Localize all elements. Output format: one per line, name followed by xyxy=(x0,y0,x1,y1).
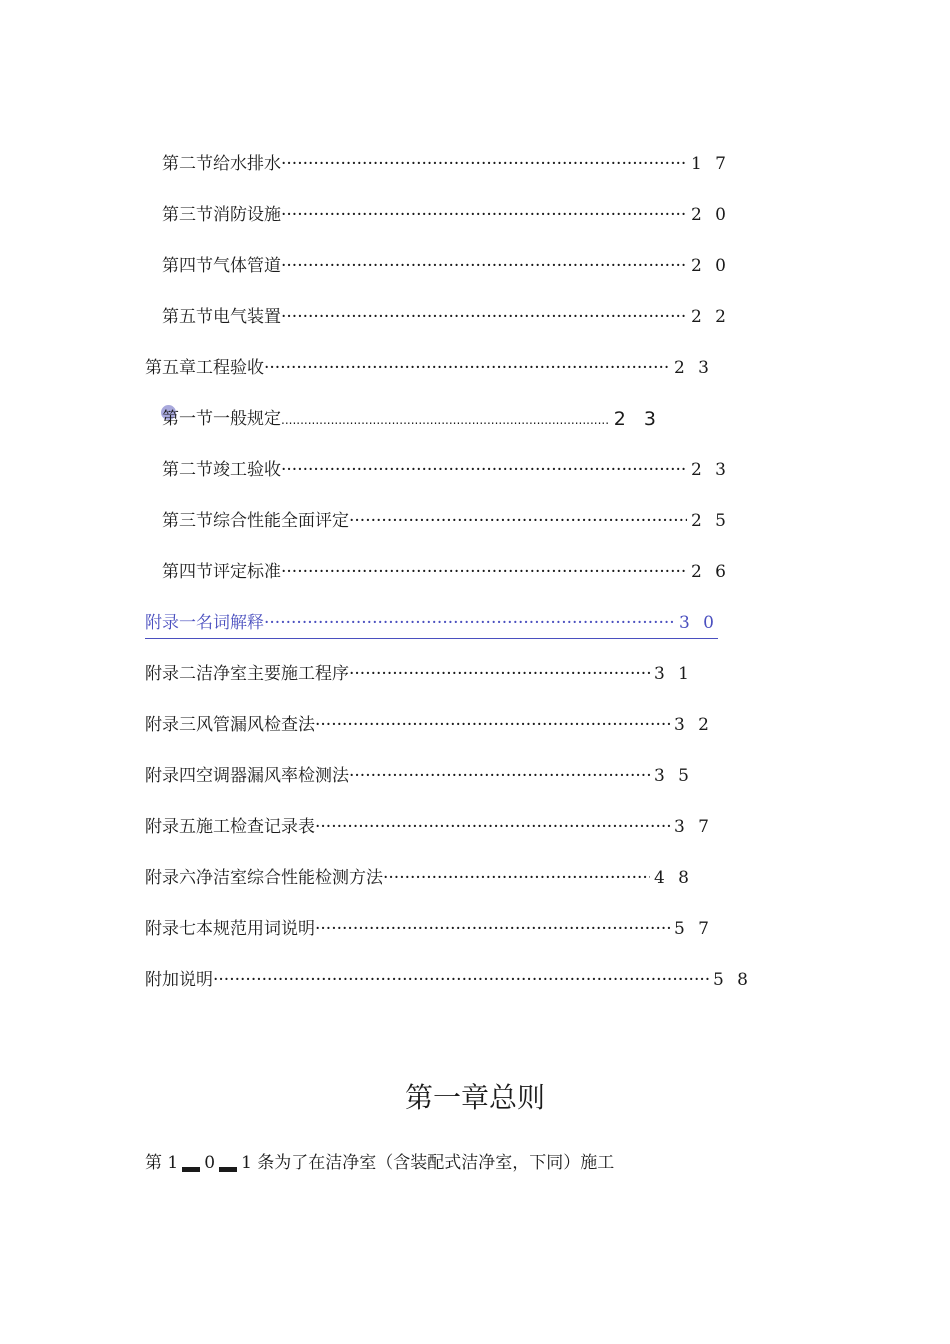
toc-entry xyxy=(162,404,662,434)
toc-entry-title: 第四节评定标准 xyxy=(162,562,281,582)
toc-entry xyxy=(162,302,730,332)
chapter-title: 第一章总则 xyxy=(404,1081,545,1114)
toc-page-number: 1 7 xyxy=(690,154,730,174)
toc-entry xyxy=(162,149,730,179)
toc-entry-title: 附加说明 xyxy=(145,970,213,990)
toc-page-number: 2 0 xyxy=(690,256,730,276)
toc-entry xyxy=(145,965,752,995)
toc-entry xyxy=(145,914,713,944)
toc-page-number: 2 6 xyxy=(690,562,730,582)
toc-entry xyxy=(162,455,730,485)
article-paragraph xyxy=(145,1148,614,1178)
toc-leader-dots xyxy=(213,965,709,995)
toc-page-number: 3 0 xyxy=(678,613,718,633)
toc-leader-dots xyxy=(264,353,670,383)
toc-leader-dots xyxy=(349,506,687,536)
article-text: 1 条为了在洁净室（含装配式洁净室，下同）施工 xyxy=(241,1153,615,1173)
separator-mark xyxy=(182,1159,200,1172)
separator-mark xyxy=(219,1159,237,1172)
toc-page-number: 2 3 xyxy=(673,358,713,378)
toc-entry-title: 第二节给水排水 xyxy=(162,154,281,174)
toc-leader-dots xyxy=(349,761,650,791)
toc-page-number: 2 5 xyxy=(690,511,730,531)
toc-leader-dots xyxy=(281,251,687,281)
toc-entry-title: 附录七本规范用词说明 xyxy=(145,919,315,939)
toc-entry-title: 附录三风管漏风检查法 xyxy=(145,715,315,735)
toc-leader-dots xyxy=(264,608,675,638)
toc-entry-title: 附录四空调器漏风率检测法 xyxy=(145,766,349,786)
toc-page-number: 5 7 xyxy=(673,919,713,939)
toc-entry-title: 第四节气体管道 xyxy=(162,256,281,276)
toc-entry-title: 第五章工程验收 xyxy=(145,358,264,378)
toc-entry xyxy=(145,761,693,791)
toc-entry xyxy=(162,557,730,587)
toc-entry xyxy=(145,812,713,842)
article-number-mid: 0 xyxy=(204,1153,216,1173)
toc-leader-dots xyxy=(281,200,687,230)
toc-entry-title: 第一节一般规定 xyxy=(162,409,281,429)
toc-leader-dots xyxy=(281,149,687,179)
toc-leader-dots xyxy=(315,710,670,740)
toc-entry xyxy=(145,863,693,893)
toc-page-number: 5 8 xyxy=(712,970,752,990)
toc-leader-dots xyxy=(281,302,687,332)
toc-entry xyxy=(162,506,730,536)
toc-page-number: 4 8 xyxy=(653,868,693,888)
toc-page-number: 3 7 xyxy=(673,817,713,837)
toc-leader-dots xyxy=(315,812,670,842)
toc-page-number: 3 2 xyxy=(673,715,713,735)
toc-entry-title: 第五节电气装置 xyxy=(162,307,281,327)
toc-chapter-entry xyxy=(145,353,713,383)
toc-page-number: 3 5 xyxy=(653,766,693,786)
toc-entry-title: 附录二洁净室主要施工程序 xyxy=(145,664,349,684)
toc-entry xyxy=(162,200,730,230)
toc-page-number: 2 0 xyxy=(690,205,730,225)
toc-entry-title: 第三节消防设施 xyxy=(162,205,281,225)
toc-page-number: 2 2 xyxy=(690,307,730,327)
toc-entry-title: 附录一名词解释 xyxy=(145,613,264,633)
toc-leader-dots xyxy=(281,455,687,485)
toc-entry xyxy=(145,659,693,689)
toc-leader-dots xyxy=(281,404,610,435)
toc-entry-title: 附录六净洁室综合性能检测方法 xyxy=(145,868,383,888)
toc-entry xyxy=(145,710,713,740)
toc-entry-title: 第二节竣工验收 xyxy=(162,460,281,480)
toc-page-number: 2 3 xyxy=(690,460,730,480)
toc-leader-dots xyxy=(349,659,650,689)
toc-link-entry[interactable] xyxy=(145,608,718,639)
toc-entry-title: 第三节综合性能全面评定 xyxy=(162,511,349,531)
toc-leader-dots xyxy=(281,557,687,587)
toc-leader-dots xyxy=(315,914,670,944)
toc-page-number: 2 3 xyxy=(613,408,662,430)
toc-page-number: 3 1 xyxy=(653,664,693,684)
toc-entry-title: 附录五施工检查记录表 xyxy=(145,817,315,837)
toc-entry xyxy=(162,251,730,281)
toc-leader-dots xyxy=(383,863,650,893)
article-number-prefix: 第 1 xyxy=(145,1153,179,1173)
